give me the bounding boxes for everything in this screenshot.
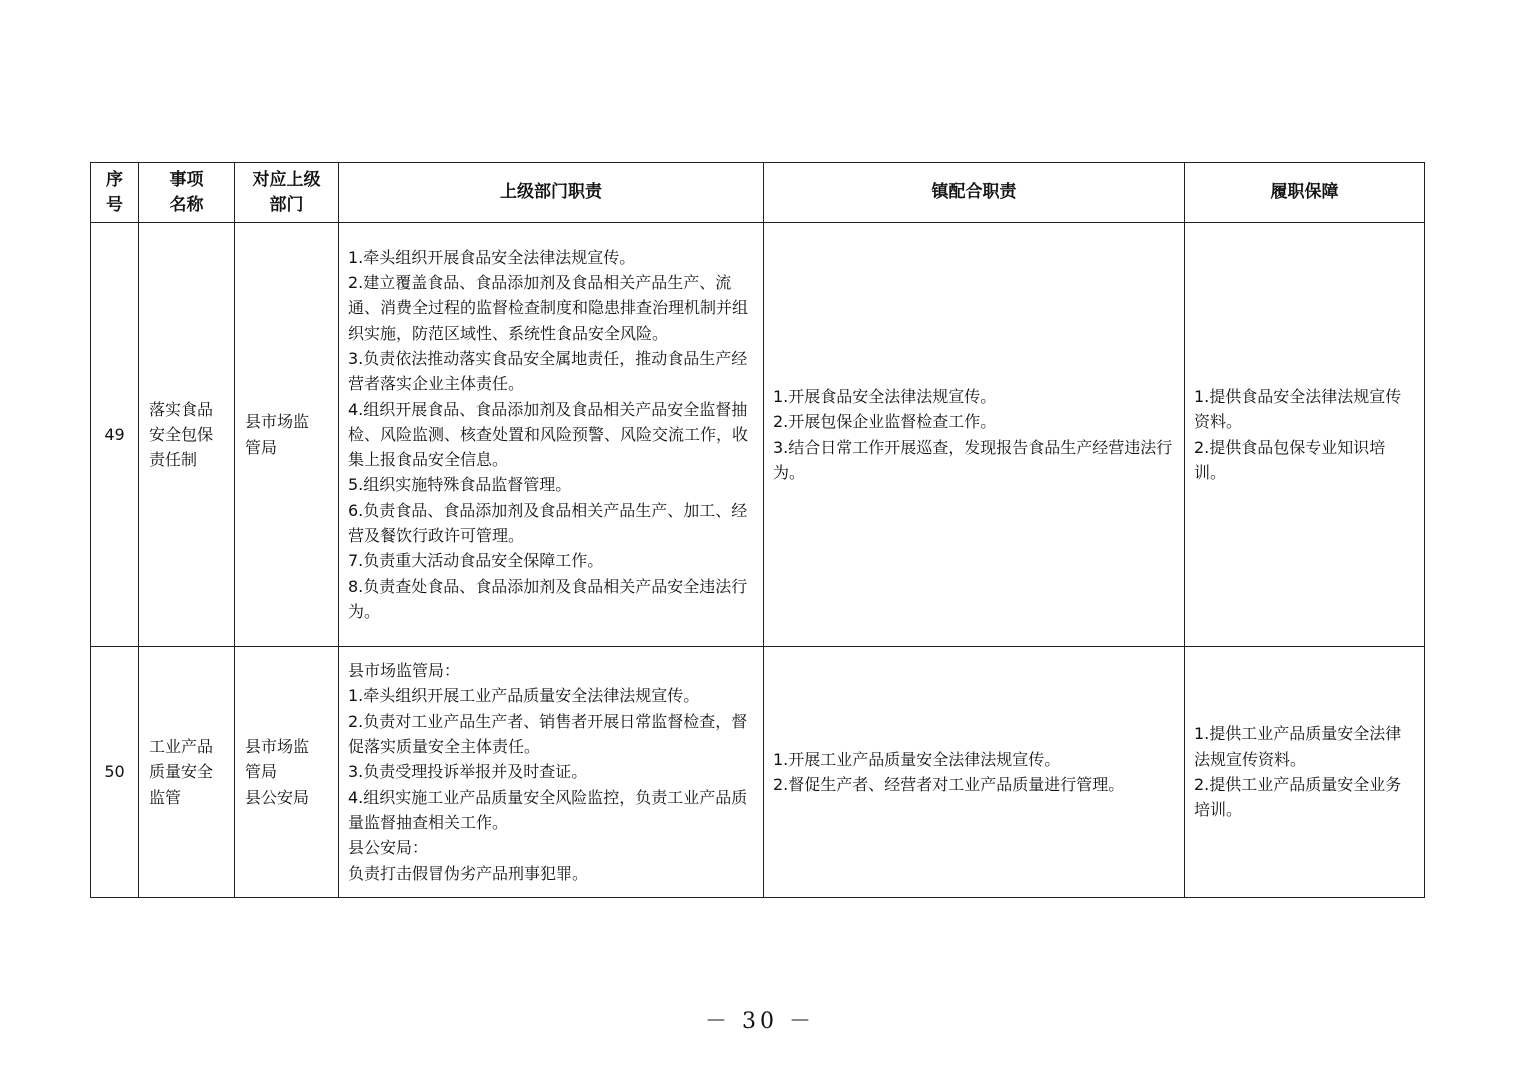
header-upper: 上级部门职责 xyxy=(339,163,764,223)
row-name-line: 质量安全 xyxy=(149,762,214,782)
row-dept-line: 县市场监 xyxy=(245,412,310,432)
duty-item: 8.负责查处食品、食品添加剂及食品相关产品安全违法行为。 xyxy=(348,576,748,621)
row-dept xyxy=(235,223,339,647)
row-dept-line: 县市场监 xyxy=(245,737,310,757)
duty-item: 2.提供食品包保专业知识培训。 xyxy=(1194,437,1386,482)
duty-item: 2.负责对工业产品生产者、销售者开展日常监督检查，督促落实质量安全主体责任。 xyxy=(348,711,748,757)
duty-item: 县公安局： xyxy=(348,838,429,858)
row-name-line: 落实食品 xyxy=(149,399,214,419)
row-name xyxy=(139,223,235,647)
duty-item: 6.负责食品、食品添加剂及食品相关产品生产、加工、经营及餐饮行政许可管理。 xyxy=(348,500,748,546)
duty-item: 2.开展包保企业监督检查工作。 xyxy=(773,412,997,432)
duty-item: 2.提供工业产品质量安全业务培训。 xyxy=(1194,775,1402,820)
duty-table xyxy=(90,162,1425,898)
header-name xyxy=(139,163,235,223)
header-num-line: 序 xyxy=(106,169,123,190)
header-town: 镇配合职责 xyxy=(764,163,1185,223)
header-name-line: 名称 xyxy=(169,194,204,215)
header-dept xyxy=(235,163,339,223)
duty-item: 1.开展工业产品质量安全法律法规宣传。 xyxy=(773,749,1061,769)
duty-item: 2.督促生产者、经营者对工业产品质量进行管理。 xyxy=(773,775,1125,794)
duty-item: 5.组织实施特殊食品监督管理。 xyxy=(348,475,572,495)
row-name-line: 安全包保 xyxy=(149,424,214,444)
row-town-duties xyxy=(764,223,1185,647)
duty-item: 1.牵头组织开展工业产品质量安全法律法规宣传。 xyxy=(348,686,700,706)
row-num: 49 xyxy=(91,223,139,647)
header-num xyxy=(91,163,139,223)
header-num-line: 号 xyxy=(106,194,123,215)
header-dept-line: 对应上级 xyxy=(252,169,321,190)
duty-item: 3.负责依法推动落实食品安全属地责任，推动食品生产经营者落实企业主体责任。 xyxy=(348,348,748,394)
row-name-line: 责任制 xyxy=(149,450,198,470)
row-town-duties xyxy=(764,647,1185,898)
row-guarantee xyxy=(1185,647,1425,898)
row-dept xyxy=(235,647,339,898)
row-dept-line: 管局 xyxy=(245,437,278,457)
duty-item: 7.负责重大活动食品安全保障工作。 xyxy=(348,551,604,571)
duty-item: 2.建立覆盖食品、食品添加剂及食品相关产品生产、流通、消费全过程的监督检查制度和隐患排查治理机制并组织实施，防范区域性、系统性食品安全风险。 xyxy=(348,273,749,343)
row-name-line: 监管 xyxy=(149,787,182,807)
row-num: 50 xyxy=(91,647,139,898)
duty-item: 负责打击假冒伪劣产品刑事犯罪。 xyxy=(348,863,589,883)
duty-item: 1.牵头组织开展食品安全法律法规宣传。 xyxy=(348,247,636,267)
row-name-line: 工业产品 xyxy=(149,737,214,757)
row-dept-line: 县公安局 xyxy=(245,787,310,807)
table-row xyxy=(91,647,1425,898)
page-number: － 30 － xyxy=(705,1009,815,1034)
duty-item: 1.开展食品安全法律法规宣传。 xyxy=(773,386,997,406)
header-dept-line: 部门 xyxy=(269,194,304,215)
header-guarantee: 履职保障 xyxy=(1185,163,1425,223)
duty-item: 3.结合日常工作开展巡查，发现报告食品生产经营违法行为。 xyxy=(773,437,1173,482)
duty-item: 1.提供食品安全法律法规宣传资料。 xyxy=(1194,386,1402,432)
duty-item: 3.负责受理投诉举报并及时查证。 xyxy=(348,762,588,782)
row-guarantee xyxy=(1185,223,1425,647)
header-name-line: 事项 xyxy=(169,169,204,190)
header-row xyxy=(91,163,1425,223)
row-name xyxy=(139,647,235,898)
duty-item: 4.组织开展食品、食品添加剂及食品相关产品安全监督抽检、风险监测、核查处置和风险预警、风险交流工作，收集上报食品安全信息。 xyxy=(348,399,749,470)
row-dept-line: 管局 xyxy=(245,762,278,782)
table-row xyxy=(91,223,1425,647)
duty-item: 1.提供工业产品质量安全法律法规宣传资料。 xyxy=(1194,724,1402,769)
row-upper-duties xyxy=(339,223,764,647)
duty-item: 4.组织实施工业产品质量安全风险监控，负责工业产品质量监督抽查相关工作。 xyxy=(348,787,748,832)
duty-item: 县市场监管局： xyxy=(348,661,461,681)
row-upper-duties xyxy=(339,647,764,898)
